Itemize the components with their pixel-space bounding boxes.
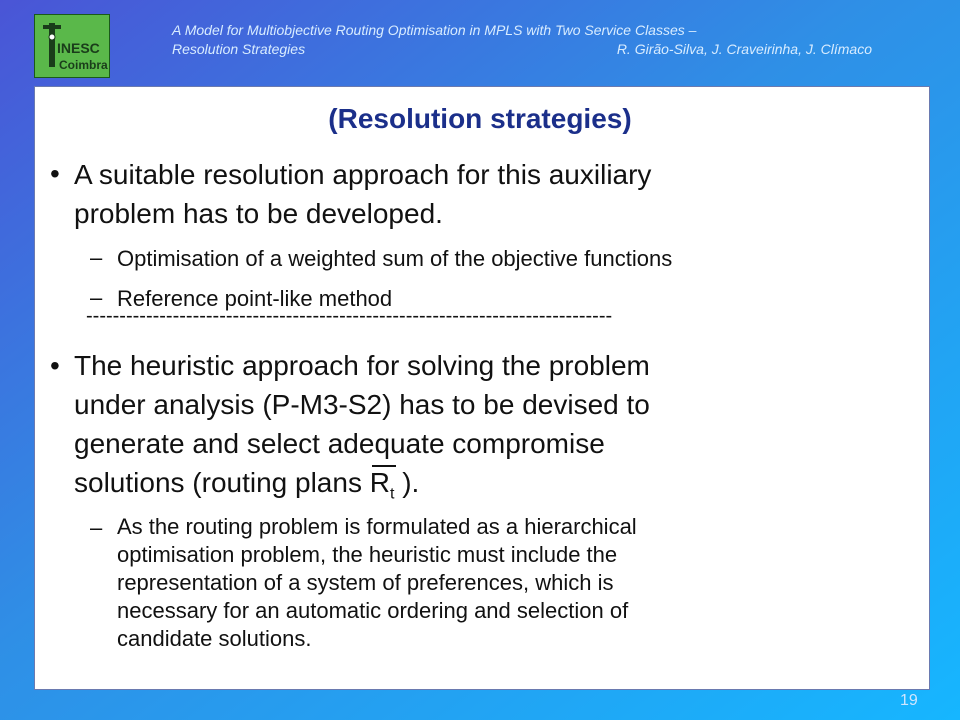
symbol-subscript: t bbox=[389, 485, 395, 503]
bullet2-sub1-line2: optimisation problem, the heuristic must include the bbox=[117, 542, 618, 567]
slide-title: (Resolution strategies) bbox=[328, 103, 632, 134]
dashed-separator: ------------------------------------------------------------------------------- bbox=[86, 305, 613, 327]
dash-marker: – bbox=[90, 285, 103, 310]
slide-header bbox=[172, 21, 872, 59]
dash-marker: – bbox=[90, 515, 103, 540]
routing-plan-symbol bbox=[370, 463, 395, 514]
symbol-main: R bbox=[369, 467, 390, 498]
bullet1-line2: problem has to be developed. bbox=[74, 198, 443, 229]
header-authors: R. Girão-Silva, J. Craveirinha, J. Clímaco bbox=[616, 41, 872, 57]
bullet2-sub1-line4: necessary for an automatic ordering and selection of bbox=[117, 598, 629, 623]
header-title-line2: Resolution Strategies bbox=[172, 41, 306, 57]
bullet2-line1: The heuristic approach for solving the problem bbox=[74, 350, 650, 381]
inesc-coimbra-logo bbox=[34, 14, 110, 78]
bullet2-line3: generate and select adequate compromise bbox=[74, 428, 605, 459]
header-title-line1: A Model for Multiobjective Routing Optimisation in MPLS with Two Service Classes – bbox=[172, 22, 697, 38]
bullet2-line4-pre: solutions (routing plans bbox=[74, 467, 370, 498]
bullet-marker: • bbox=[50, 350, 60, 381]
bullet2-sub1-line1: As the routing problem is formulated as a hierarchical bbox=[117, 514, 637, 539]
bullet2-line4-post: ). bbox=[394, 467, 420, 498]
bullet2-line2: under analysis (P-M3-S2) has to be devised to bbox=[74, 389, 650, 420]
bullet2-sub1 bbox=[117, 513, 637, 653]
dash-marker: – bbox=[90, 245, 103, 270]
overline-bar bbox=[372, 465, 396, 467]
bullet1-sub1: Optimisation of a weighted sum of the objective functions bbox=[117, 246, 673, 271]
bullet-marker: • bbox=[50, 158, 60, 189]
bullet1-line1: A suitable resolution approach for this auxiliary bbox=[74, 159, 652, 190]
bullet2-sub1-line5: candidate solutions. bbox=[117, 626, 312, 651]
bullet2-sub1-line3: representation of a system of preferences, which is bbox=[117, 570, 614, 595]
logo-text-coimbra: Coimbra bbox=[59, 58, 108, 72]
bullet2-line4 bbox=[74, 463, 650, 514]
logo-text-inesc: INESC bbox=[57, 40, 100, 56]
bullet2-text bbox=[74, 346, 650, 514]
page-number: 19 bbox=[900, 692, 918, 709]
bullet1-sub2: Reference point-like method bbox=[117, 286, 393, 311]
bullet1-text bbox=[74, 155, 651, 233]
